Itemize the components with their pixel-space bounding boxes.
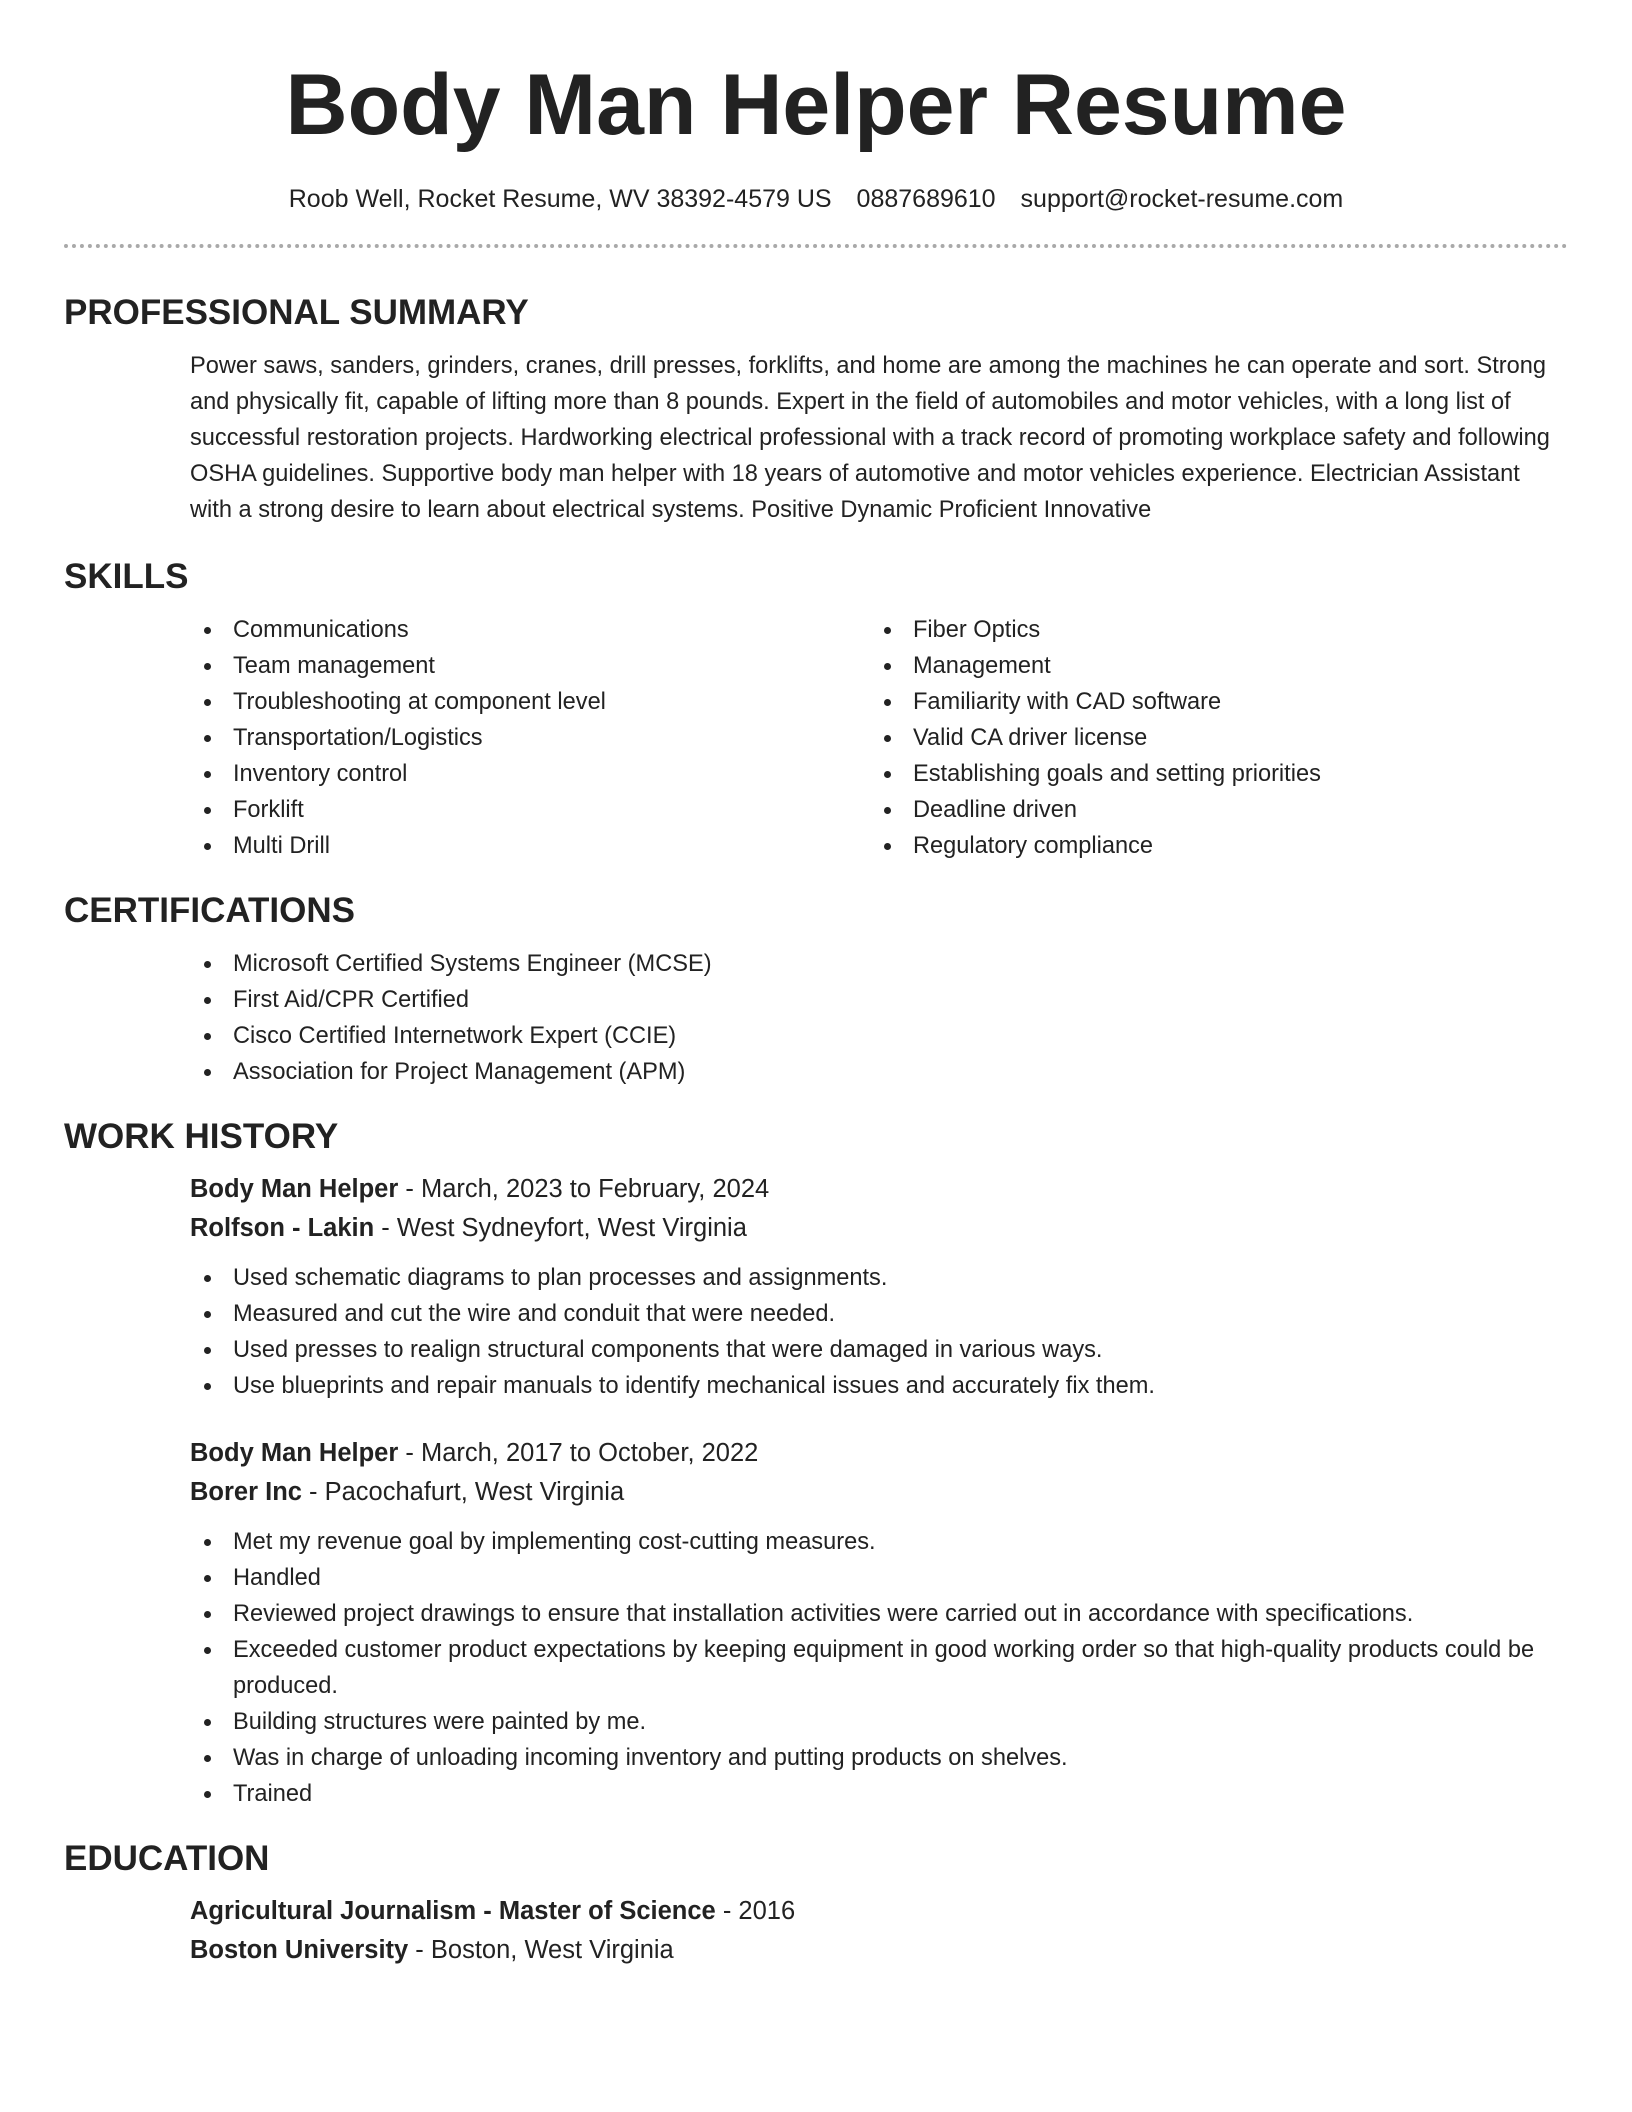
job-title-line	[190, 1170, 1568, 1209]
skill-item: Familiarity with CAD software	[870, 684, 1550, 720]
skills-columns	[190, 612, 1568, 864]
job-bullet: Use blueprints and repair manuals to identify mechanical issues and accurately fix them.	[190, 1368, 1568, 1404]
job-location: - West Sydneyfort, West Virginia	[374, 1214, 747, 1242]
contact-phone: 0887689610	[856, 185, 996, 213]
education-heading: EDUCATION	[64, 1839, 270, 1878]
job-entry	[190, 1434, 1568, 1812]
certifications-heading: CERTIFICATIONS	[64, 891, 356, 930]
work-history-section	[64, 1116, 1568, 1812]
job-bullets	[64, 1260, 1568, 1404]
skill-item: Management	[870, 648, 1550, 684]
skill-item: Regulatory compliance	[870, 828, 1550, 864]
education-entry	[190, 1892, 1568, 1970]
job-bullet: Reviewed project drawings to ensure that installation activities were carried out in accordance with specifications.	[190, 1596, 1568, 1632]
work-history-heading: WORK HISTORY	[64, 1117, 339, 1156]
job-bullet: Used presses to realign structural components that were damaged in various ways.	[190, 1332, 1568, 1368]
job-company: Rolfson - Lakin	[190, 1214, 375, 1242]
contact-address: Roob Well, Rocket Resume, WV 38392-4579 US	[288, 185, 832, 213]
job-bullet: Trained	[190, 1776, 1568, 1812]
skill-item: Fiber Optics	[870, 612, 1550, 648]
summary-heading: PROFESSIONAL SUMMARY	[64, 293, 529, 332]
education-school: Boston University	[190, 1936, 409, 1964]
education-location: - Boston, West Virginia	[408, 1936, 674, 1964]
job-dates: - March, 2023 to February, 2024	[398, 1175, 770, 1203]
skill-item: Team management	[190, 648, 870, 684]
education-section	[64, 1838, 1568, 1970]
job-entry	[190, 1170, 1568, 1404]
job-title-line	[190, 1434, 1568, 1473]
skills-list-left	[190, 612, 870, 864]
skills-section	[64, 556, 1568, 864]
job-dates: - March, 2017 to October, 2022	[398, 1439, 759, 1467]
job-bullet: Used schematic diagrams to plan processes and assignments.	[190, 1260, 1568, 1296]
skills-list-right	[870, 612, 1550, 864]
skill-item: Deadline driven	[870, 792, 1550, 828]
certification-item: Microsoft Certified Systems Engineer (MCSE)	[190, 946, 1568, 982]
skill-item: Multi Drill	[190, 828, 870, 864]
job-bullet: Measured and cut the wire and conduit that were needed.	[190, 1296, 1568, 1332]
job-title: Body Man Helper	[190, 1439, 399, 1467]
skill-item: Forklift	[190, 792, 870, 828]
certification-item: First Aid/CPR Certified	[190, 982, 1568, 1018]
header-divider	[64, 244, 1568, 248]
skill-item: Establishing goals and setting priorities	[870, 756, 1550, 792]
job-bullet: Handled	[190, 1560, 1568, 1596]
certification-item: Cisco Certified Internetwork Expert (CCIE)	[190, 1018, 1568, 1054]
job-company-line	[190, 1209, 1568, 1248]
job-bullet: Met my revenue goal by implementing cost-cutting measures.	[190, 1524, 1568, 1560]
skill-item: Inventory control	[190, 756, 870, 792]
skill-item: Transportation/Logistics	[190, 720, 870, 756]
education-degree-line	[190, 1892, 1568, 1931]
skill-item: Communications	[190, 612, 870, 648]
education-year: - 2016	[715, 1897, 796, 1925]
education-degree: Agricultural Journalism - Master of Science	[190, 1897, 716, 1925]
job-title: Body Man Helper	[190, 1175, 399, 1203]
contact-line	[64, 184, 1568, 214]
job-bullets	[64, 1524, 1568, 1812]
job-bullet: Building structures were painted by me.	[190, 1704, 1568, 1740]
summary-section	[64, 292, 1568, 528]
job-bullet: Exceeded customer product expectations by keeping equipment in good working order so that high-quality products could be produced.	[190, 1632, 1568, 1704]
certifications-list	[190, 946, 1568, 1090]
summary-text: Power saws, sanders, grinders, cranes, drill presses, forklifts, and home are among the machines he can operate and sort. Strong and physically fit, capable of lifting more than 8 pounds. Expert in the field of automobiles and motor vehicles, with a long list of successful restoration projects. Hardworking electrical professional with a track record of promoting workplace safety and following OSHA guidelines. Supportive body man helper with 18 years of automotive and motor vehicles experience. Electrician Assistant with a strong desire to learn about electrical systems. Positive Dynamic Proficient Innovative	[190, 353, 1550, 523]
contact-email: support@rocket-resume.com	[1020, 185, 1344, 213]
education-school-line	[190, 1931, 1568, 1970]
skill-item: Valid CA driver license	[870, 720, 1550, 756]
job-company: Borer Inc	[190, 1478, 302, 1506]
certifications-section	[64, 890, 1568, 1090]
certification-item: Association for Project Management (APM)	[190, 1054, 1568, 1090]
job-location: - Pacochafurt, West Virginia	[301, 1478, 625, 1506]
skill-item: Troubleshooting at component level	[190, 684, 870, 720]
job-bullet: Was in charge of unloading incoming inventory and putting products on shelves.	[190, 1740, 1568, 1776]
resume-title: Body Man Helper Resume	[285, 57, 1347, 153]
job-company-line	[190, 1473, 1568, 1512]
skills-heading: SKILLS	[64, 557, 189, 596]
